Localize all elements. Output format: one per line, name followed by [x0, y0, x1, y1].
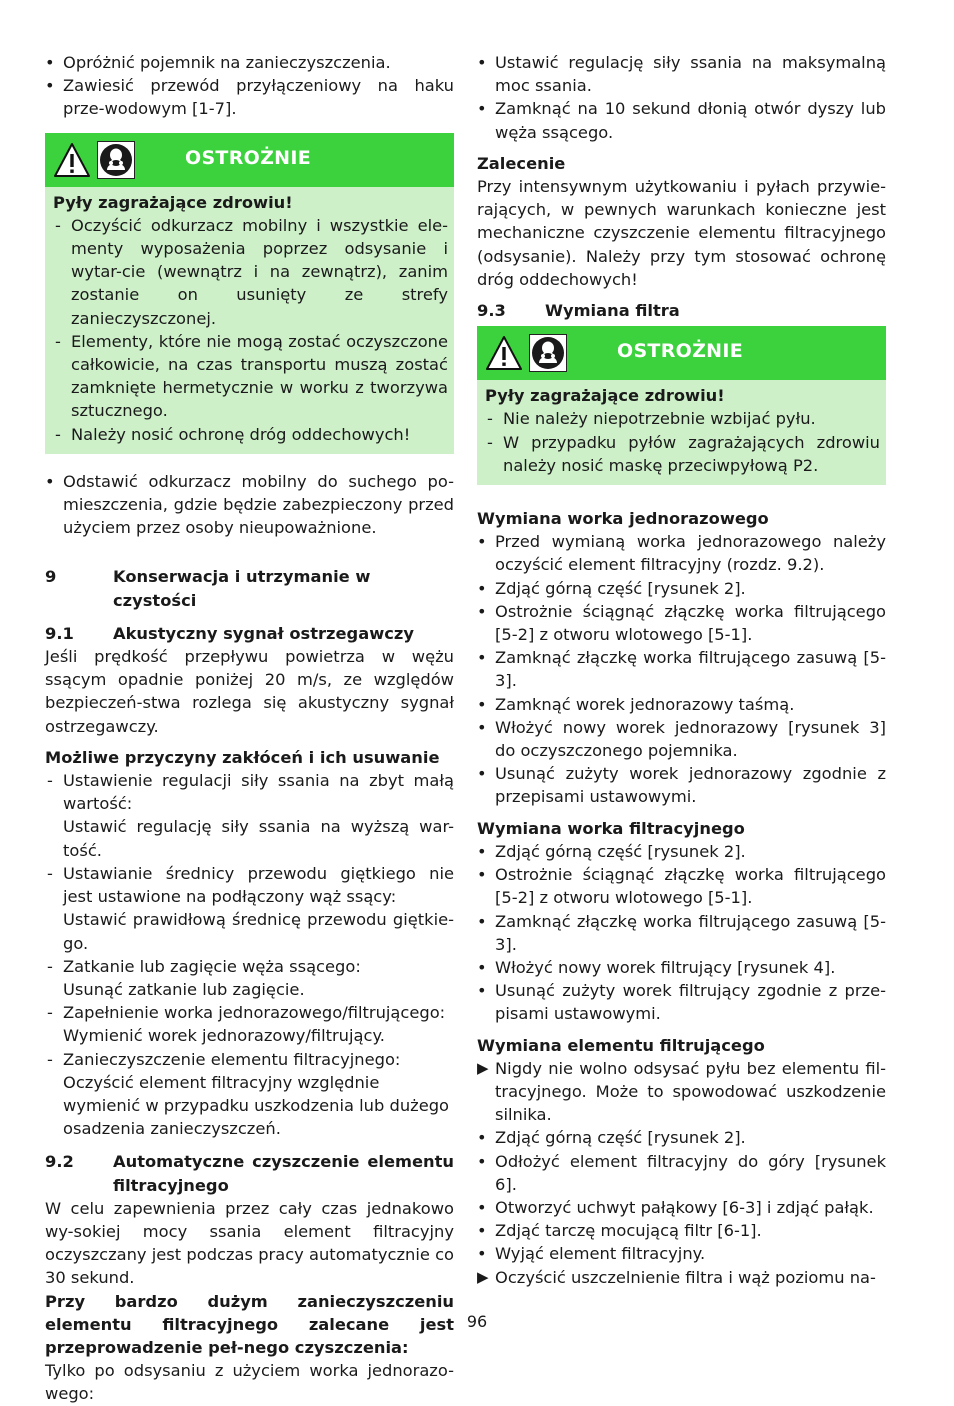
storage-bullet-list: [45, 470, 454, 540]
caution-subtitle: Pyły zagrażające zdrowiu!: [53, 192, 293, 212]
sub-heading: Możliwe przyczyny zakłóceń i ich usuwanie: [45, 747, 440, 767]
paragraph: Jeśli prędkość przepływu powietrza w wężu ssącym opadnie poniżej 20 m/s, ze względów bezpieczeń-stwa rozlega się akustyczny sygnał ostrzegawczy.: [45, 647, 454, 736]
list-item: ▶ Nigdy nie wolno odsysać pyłu bez elementu fil-tracyjnego. Może to spowodować uszkodzenie silnika.: [477, 1058, 886, 1125]
list-item: - W przypadku pyłów zagrażających zdrowiu należy nosić maskę przeciwpyłową P2.: [485, 431, 880, 477]
caution-body: [477, 380, 886, 485]
section-heading-9: 9 Konserwacja i utrzymanie w czystości: [45, 567, 371, 610]
list-item: • Opróżnić pojemnik na zanieczyszczenia.: [45, 51, 454, 74]
list-item: • Zamknąć worek jednorazowy taśmą.: [477, 693, 886, 716]
arrow-right-icon: ▶: [477, 1267, 489, 1286]
respirator-mask-icon: [97, 141, 135, 179]
list-item: • Włożyć nowy worek filtrujący [rysunek 4].: [477, 956, 886, 979]
list-item: • Zamknąć złączkę worka filtrującego zasuwą [5-3].: [477, 910, 886, 956]
respirator-mask-icon: [529, 334, 567, 372]
list-item: • Ustawić regulację siły ssania na maksymalną moc ssania.: [477, 51, 886, 97]
caution-title: OSTROŻNIE: [617, 340, 744, 363]
list-item: - Ustawienie regulacji siły ssania na zbyt małą wartość: Ustawić regulację siły ssania na wyższą war-tość.: [45, 769, 454, 862]
list-item: - Oczyścić odkurzacz mobilny i wszystkie ele-menty wyposażenia poprzez odsysanie i wytar-cie (wewnątrz i na zewnątrz), zanim zostanie on usunięty ze strefy zanieczyszczonej.: [53, 214, 448, 330]
paragraph: Przy intensywnym użytkowaniu i pyłach przywie-rających, w pewnych warunkach konieczne jest mechaniczne czyszczenie elementu filtracyjnego (odsysanie). Należy przy tym stosować ochronę dróg oddechowych!: [477, 177, 886, 289]
list-item: ▶ Oczyścić uszczelnienie filtra i wąż poziomu na-: [477, 1266, 886, 1289]
list-item: - Elementy, które nie mogą zostać oczyszczone całkowicie, na czas transportu muszą zostać zamknięte hermetycznie w worku z tworzywa sztucznego.: [53, 330, 448, 423]
arrow-right-icon: ▶: [477, 1058, 489, 1077]
list-item: - Zanieczyszczenie elementu filtracyjnego: Oczyścić element filtracyjny względnie wymienić w przypadku uszkodzenia lub dużego osadzenia zanieczyszczeń.: [45, 1048, 454, 1141]
caution-subtitle: Pyły zagrażające zdrowiu!: [485, 386, 725, 406]
caution-title: OSTROŻNIE: [185, 146, 312, 169]
list-item: - Należy nosić ochronę dróg oddechowych!: [53, 423, 448, 446]
list-item: • Usunąć zużyty worek jednorazowy zgodnie z przepisami ustawowymi.: [477, 762, 886, 808]
page-number: 96: [466, 1312, 488, 1331]
caution-list: [53, 214, 448, 446]
list-item: • Zdjąć górną część [rysunek 2].: [477, 1126, 886, 1149]
sub-heading: Zalecenie: [477, 153, 566, 173]
list-item: • Zamknąć złączkę worka filtrującego zasuwą [5-3].: [477, 646, 886, 692]
list-item: • Wyjąć element filtracyjny.: [477, 1242, 886, 1265]
list-item: • Odstawić odkurzacz mobilny do suchego po-mieszczenia, gdzie będzie zabezpieczony przed użyciem przez osoby nieupoważnione.: [45, 470, 454, 540]
right-column: [477, 51, 886, 1289]
sub-heading: Wymiana worka jednorazowego: [477, 509, 769, 529]
caution-box: [45, 133, 454, 454]
caution-header: [45, 133, 454, 187]
list-item: • Włożyć nowy worek jednorazowy [rysunek 3] do oczyszczonego pojemnika.: [477, 716, 886, 762]
list-item: - Nie należy niepotrzebnie wzbijać pyłu.: [485, 407, 880, 430]
list-item: - Zatkanie lub zagięcie węża ssącego: Usunąć zatkanie lub zagięcie.: [45, 955, 454, 1001]
element-steps-list: [477, 1057, 886, 1289]
sub-heading: Wymiana worka filtracyjnego: [477, 818, 745, 838]
section-heading-9-3: 9.3 Wymiana filtra: [477, 301, 680, 321]
list-item: • Zawiesić przewód przyłączeniowy na haku prze-wodowym [1-7].: [45, 74, 454, 120]
list-item: • Usunąć zużyty worek filtrujący zgodnie z prze-pisami ustawowymi.: [477, 979, 886, 1025]
section-heading-9-1: 9.1 Akustyczny sygnał ostrzegawczy: [45, 623, 414, 643]
list-item: • Zamknąć na 10 sekund dłonią otwór dyszy lub węża ssącego.: [477, 97, 886, 143]
causes-list: [45, 769, 454, 1140]
warning-triangle-icon: [485, 334, 523, 378]
list-item: • Zdjąć górną część [rysunek 2].: [477, 840, 886, 863]
list-item: • Ostrożnie ściągnąć złączkę worka filtrującego [5-2] z otworu wlotowego [5-1].: [477, 600, 886, 646]
caution-box: [477, 326, 886, 485]
list-item: - Ustawianie średnicy przewodu giętkiego nie jest ustawione na podłączony wąż ssący: Ustawić prawidłową średnicę przewodu giętkie-go.: [45, 862, 454, 955]
bag-steps-list: [477, 530, 886, 808]
paragraph: Tylko po odsysaniu z użyciem worka jednorazo-wego:: [45, 1361, 454, 1404]
list-item: - Zapełnienie worka jednorazowego/filtrującego: Wymienić worek jednorazowy/filtrujący.: [45, 1001, 454, 1047]
top-bullet-list: [477, 51, 886, 144]
section-heading-9-2: 9.2 Automatyczne czyszczenie elementu filtracyjnego: [45, 1152, 454, 1195]
sub-heading: Wymiana elementu filtrującego: [477, 1035, 765, 1055]
warning-triangle-icon: [53, 141, 91, 185]
paragraph-bold: Przy bardzo dużym zanieczyszczeniu elementu filtracyjnego zalecane jest przeprowadzenie peł-nego czyszczenia:: [45, 1291, 454, 1357]
caution-body: [45, 187, 454, 454]
list-item: • Zdjąć tarczę mocującą filtr [6-1].: [477, 1219, 886, 1242]
list-item: • Odłożyć element filtracyjny do góry [rysunek 6].: [477, 1150, 886, 1196]
list-item: • Otworzyć uchwyt pałąkowy [6-3] i zdjąć pałąk.: [477, 1196, 886, 1219]
filterbag-steps-list: [477, 840, 886, 1026]
caution-header: [477, 326, 886, 380]
paragraph: W celu zapewnienia przez cały czas jednakowo wy-sokiej mocy ssania element filtracyjny oczyszczany jest podczas pracy automatycznie co 30 sekund.: [45, 1198, 454, 1288]
list-item: • Ostrożnie ściągnąć złączkę worka filtrującego [5-2] z otworu wlotowego [5-1].: [477, 863, 886, 909]
list-item: • Zdjąć górną część [rysunek 2].: [477, 577, 886, 600]
caution-list: [485, 407, 880, 477]
intro-bullet-list: [45, 51, 454, 121]
left-column: [45, 51, 454, 1406]
list-item: • Przed wymianą worka jednorazowego należy oczyścić element filtracyjny (rozdz. 9.2).: [477, 530, 886, 576]
